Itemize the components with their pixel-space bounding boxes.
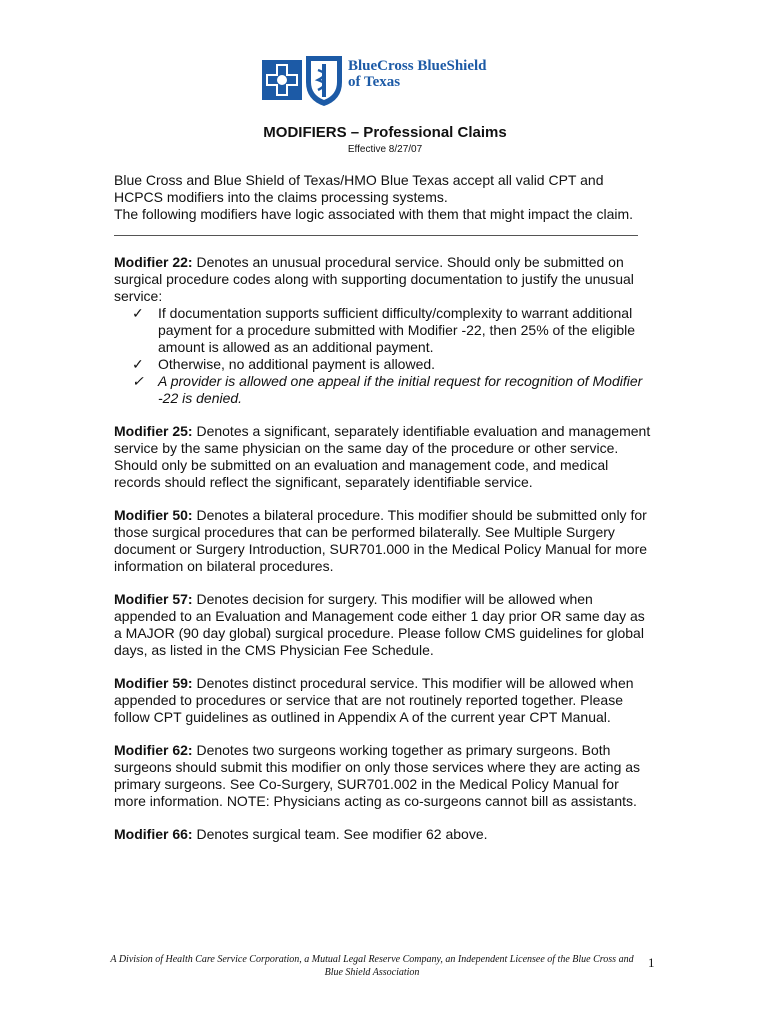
list-item-text: If documentation supports sufficient difficulty/complexity to warrant additional payment for a procedure submitted with Modifier -22, then 25% of the eligible amount is allowed as an additional payment. — [158, 305, 636, 355]
checklist — [114, 305, 654, 407]
document-title: MODIFIERS – Professional Claims — [263, 124, 507, 141]
logo-graphic — [262, 52, 346, 108]
list-item — [114, 356, 654, 373]
modifier-text: Denotes an unusual procedural service. Should only be submitted on surgical procedure codes along with supporting documentation to justify the unusual service: — [114, 254, 634, 304]
shield-icon — [306, 56, 342, 106]
effective-date: Effective 8/27/07 — [347, 144, 423, 155]
modifier-22 — [114, 254, 654, 407]
modifier-label: Modifier 59: — [114, 675, 193, 691]
modifier-text: Denotes surgical team. See modifier 62 above. — [192, 826, 488, 842]
checkmark-icon: ✓ — [132, 356, 144, 372]
logo-line-1: BlueCross BlueShield — [348, 58, 487, 74]
modifier-text: Denotes a significant, separately identifiable evaluation and management service by the same physician on the same day of the procedure or other service. Should only be submitted on an evaluation and management code, and medical records should reflect the significant, separately identifiable service. — [114, 423, 651, 490]
modifier-text: Denotes distinct procedural service. This modifier will be allowed when appended to procedures or service that are not routinely reported together. Please follow CPT guidelines as outlined in Appendix A of the current year CPT Manual. — [114, 675, 634, 725]
modifier-62 — [114, 742, 654, 810]
list-item-text: Otherwise, no additional payment is allowed. — [158, 356, 436, 372]
footer-note: A Division of Health Care Service Corporation, a Mutual Legal Reserve Company, an Independent Licensee of the Blue Cross and Blue Shield Association — [110, 954, 634, 978]
modifier-label: Modifier 66: — [114, 826, 193, 842]
modifier-66 — [114, 826, 654, 843]
divider — [114, 235, 638, 236]
modifier-57 — [114, 591, 654, 659]
checkmark-icon: ✓ — [132, 373, 144, 389]
list-item-text: A provider is allowed one appeal if the initial request for recognition of Modifier -22 is denied. — [158, 373, 643, 406]
list-item — [114, 373, 654, 407]
modifier-text: Denotes two surgeons working together as primary surgeons. Both surgeons should submit this modifier on only those services where they are acting as primary surgeons. See Co-Surgery, SUR701.002 in the Medical Policy Manual for more information. NOTE: Physicians acting as co-surgeons cannot bill as assistants. — [114, 742, 641, 809]
modifier-label: Modifier 57: — [114, 591, 193, 607]
modifier-text: Denotes decision for surgery. This modifier will be allowed when appended to an Evaluation and Management code either 1 day prior OR same day as a MAJOR (90 day global) surgical procedure. Please follow CMS guidelines for global days, as listed in the CMS Physician Fee Schedule. — [114, 591, 645, 658]
modifier-59 — [114, 675, 654, 726]
logo-line-2: of Texas — [348, 74, 401, 90]
modifier-label: Modifier 22: — [114, 254, 193, 270]
logo — [262, 52, 502, 108]
intro-line-2: The following modifiers have logic associated with them that might impact the claim. — [114, 206, 634, 222]
logo-wordmark — [348, 58, 487, 90]
modifier-label: Modifier 62: — [114, 742, 193, 758]
checkmark-icon: ✓ — [132, 305, 144, 321]
cross-icon — [262, 60, 302, 100]
modifier-label: Modifier 25: — [114, 423, 193, 439]
modifier-text: Denotes a bilateral procedure. This modifier should be submitted only for those surgical procedures that can be performed bilaterally. See Multiple Surgery document or Surgery Introduction, SUR701.000 in the Medical Policy Manual for more information on bilateral procedures. — [114, 507, 648, 574]
intro-line-1: Blue Cross and Blue Shield of Texas/HMO Blue Texas accept all valid CPT and HCPCS modifiers into the claims processing systems. — [114, 172, 604, 205]
intro — [114, 172, 654, 223]
modifier-25 — [114, 423, 654, 491]
list-item — [114, 305, 654, 356]
modifier-label: Modifier 50: — [114, 507, 193, 523]
modifier-list — [114, 254, 654, 859]
modifier-50 — [114, 507, 654, 575]
page-number: 1 — [648, 955, 655, 970]
